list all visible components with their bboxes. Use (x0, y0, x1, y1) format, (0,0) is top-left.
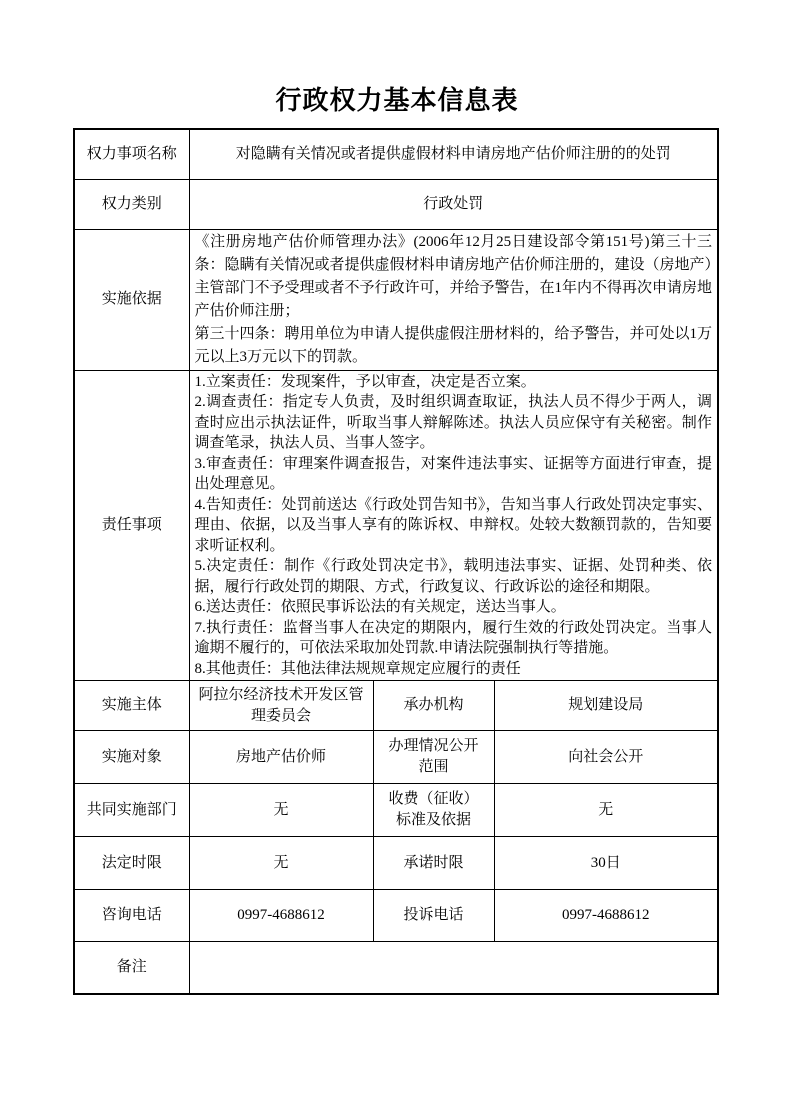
row-power-type (74, 179, 718, 229)
complaint-phone-label: 投诉电话 (373, 890, 494, 942)
remarks-label: 备注 (74, 942, 189, 994)
duty-item: 5.决定责任：制作《行政处罚决定书》，载明违法事实、证据、处罚种类、依据，履行行政处罚的期限、方式，行政复议、行政诉讼的途径和期限。 (194, 558, 713, 595)
target-label: 实施对象 (74, 731, 189, 784)
disclosure-scope-value: 向社会公开 (494, 731, 718, 784)
row-remarks (74, 942, 718, 994)
duty-item: 4.告知责任：处罚前送达《行政处罚告知书》，告知当事人行政处罚决定事实、理由、依据，以及当事人享有的陈诉权、申辩权。处较大数额罚款的，告知要求听证权利。 (194, 496, 713, 554)
fee-standard-value: 无 (494, 784, 718, 837)
target-value: 房地产估价师 (189, 731, 373, 784)
disclosure-scope-label: 办理情况公开范围 (373, 731, 494, 784)
implementer-label: 实施主体 (74, 681, 189, 731)
promised-time-limit-value: 30日 (494, 837, 718, 890)
row-implementer (74, 681, 718, 731)
row-legal-basis (74, 229, 718, 370)
undertaking-org-value: 规划建设局 (494, 681, 718, 731)
statutory-time-limit-value: 无 (189, 837, 373, 890)
row-joint-departments (74, 784, 718, 837)
complaint-phone-value: 0997-4688612 (494, 890, 718, 942)
remarks-value (189, 942, 718, 994)
info-table (73, 128, 719, 995)
duty-item: 2.调查责任：指定专人负责，及时组织调查取证，执法人员不得少于两人，调查时应出示执法证件，听取当事人辩解陈述。执法人员应保守有关秘密。制作调查笔录，执法人员、当事人签字。 (194, 394, 713, 451)
page-title: 行政权力基本信息表 (275, 86, 519, 115)
duty-item: 3.审查责任：审理案件调查报告，对案件违法事实、证据等方面进行审查，提出处理意见。 (194, 455, 713, 492)
joint-departments-value: 无 (189, 784, 373, 837)
legal-basis-paragraph: 第三十四条：聘用单位为申请人提供虚假注册材料的，给予警告，并可处以1万元以上3万元以下的罚款。 (194, 325, 713, 365)
duties-value (189, 370, 718, 681)
row-phones (74, 890, 718, 942)
duty-item: 8.其他责任：其他法律法规规章规定应履行的责任 (194, 660, 521, 677)
consultation-phone-value: 0997-4688612 (189, 890, 373, 942)
consultation-phone-label: 咨询电话 (74, 890, 189, 942)
power-name-value: 对隐瞒有关情况或者提供虚假材料申请房地产估价师注册的的处罚 (189, 129, 718, 179)
duty-item: 1.立案责任：发现案件，予以审查，决定是否立案。 (194, 373, 536, 390)
row-target (74, 731, 718, 784)
implementer-value: 阿拉尔经济技术开发区管理委员会 (189, 681, 373, 731)
legal-basis-paragraph: 《注册房地产估价师管理办法》(2006年12月25日建设部令第151号)第三十三条：隐瞒有关情况或者提供虚假材料申请房地产估价师注册的，建设（房地产）主管部门不予受理或者不予行政许可，并给予警告，在1年内不得再次申请房地产估价师注册； (194, 233, 713, 319)
promised-time-limit-label: 承诺时限 (373, 837, 494, 890)
duties-label: 责任事项 (74, 370, 189, 681)
power-name-label: 权力事项名称 (74, 129, 189, 179)
legal-basis-value (189, 229, 718, 370)
row-power-name (74, 129, 718, 179)
undertaking-org-label: 承办机构 (373, 681, 494, 731)
row-duties (74, 370, 718, 681)
power-type-value: 行政处罚 (189, 179, 718, 229)
duty-item: 7.执行责任：监督当事人在决定的期限内，履行生效的行政处罚决定。当事人逾期不履行的，可依法采取加处罚款.申请法院强制执行等措施。 (194, 619, 713, 656)
row-time-limits (74, 837, 718, 890)
duty-item: 6.送达责任：依照民事诉讼法的有关规定，送达当事人。 (194, 599, 566, 615)
power-type-label: 权力类别 (74, 179, 189, 229)
joint-departments-label: 共同实施部门 (74, 784, 189, 837)
legal-basis-label: 实施依据 (74, 229, 189, 370)
fee-standard-label: 收费（征收）标准及依据 (373, 784, 494, 837)
statutory-time-limit-label: 法定时限 (74, 837, 189, 890)
